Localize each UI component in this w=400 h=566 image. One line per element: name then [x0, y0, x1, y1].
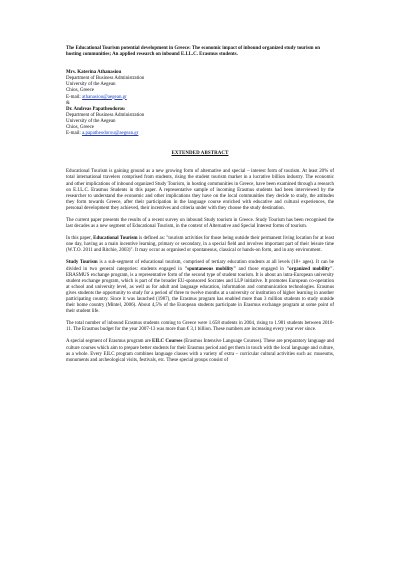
paper-content	[66, 46, 334, 370]
author1-university: University of the Aegean	[66, 82, 116, 88]
author2-email-label: E-mail:	[66, 131, 83, 137]
author2-email-line	[66, 131, 334, 137]
p4-text-f: . ERASMUS exchange program, is a representative form of the second type of student tourism. It is about an intra-European university student exchange program, which is part of the broader EU-sponsored Socrates and LLP initiative. It promotes European co-operation at school and university level, as well as for adult and language education, information and communication technologies. Erasmus gives students the opportunity to study for a period of three to twelve months at a university or institution of higher learning in another participating country. Since it was launched (1987), the Erasmus program has enabled more than 3 million students to study outside their home country (Mintel, 2006). About 4,5% of the European students participate in Erasmus exchange program at some point of their student life.	[66, 266, 335, 315]
paper-title: The Educational Tourism potential development in Greece: The economic impact of inbound organized study tourism on hosting communities; An applied research on inbound E.I.L.C. Erasmus students.	[66, 46, 320, 58]
p6-text-c: (Erasmus Intensive Language Courses). These are preparatory language and culture courses which aim to prepare better students for their Erasmus period and get them in touch with the local language and culture, as a whole. Every EILC program combines language classes with a variety of extra – curricular cultural activities such as: museums, monuments and archeological visits, festivals, etc. These special groups consist of	[66, 339, 334, 363]
p4-term-spontaneous: "spontaneous mobility"	[184, 266, 237, 272]
author2-city: Chios, Greece	[66, 125, 94, 131]
author1-email-link[interactable]: athanasiou@aegean.gr	[82, 94, 127, 100]
author2-department: Department of Business Administration	[66, 112, 145, 118]
abstract-paragraph-1: Educational Tourism is gaining ground as a new growing form of alternative and special – interest form of tourism. At least 20% of total international travelers comprised from students, rising the student tourism market in a lucrative billion industry. The economic and other implications of inbound organized Study Tourism, in hosting communities in Greece, have been examined through a research on E.I.L.C. Erasmus Students in this paper. A representative sample of incoming Erasmus students had been interviewed by the researcher to understand the economic and other implications they have on the local communities they decide to study, the attitudes they form towards Greece, after their participation in the language course enriched with educative and cultural experiences, the personal development they achieved, their incentives and criteria under with they choose the study destination.	[66, 169, 334, 211]
abstract-paragraph-6	[66, 339, 334, 363]
author2-email-link[interactable]: a.papatheodorou@aegean.gr	[82, 131, 139, 137]
author-separator: &	[66, 100, 70, 106]
author1-department: Department of Business Administration	[66, 76, 145, 82]
abstract-paragraph-4	[66, 260, 334, 315]
abstract-paragraph-2: The current paper presents the results of a recent survey on inbound Study tourism in Greece. Study Tourism has been recognised the last decades as a new segment of Educational Tourism, in the context of Alternative and Special Interest forms of tourism.	[66, 217, 334, 230]
author1-city: Chios, Greece	[66, 88, 94, 94]
abstract-paragraph-3	[66, 236, 334, 254]
author1-email-label: E-mail:	[66, 94, 83, 100]
p3-term-educational-tourism: Educational Tourism	[93, 236, 138, 242]
p4-term-organized: "organized mobility"	[286, 266, 333, 272]
author2-name: Dr. Andreas Papatheodorou	[66, 106, 125, 112]
p3-text-c: is defined as: "tourism activities for those being outside their permanent living location for at least one day, having as a main incentive learning, primary or secondary, in a special field and involves important part of their leisure time (W.T.O. 2011 and Ritchie, 2003)". It may occur as organised or spontaneous, classical or hands-on form, and in any environment.	[66, 236, 334, 254]
author1-name: Mrs. Katerina Athanasiou	[66, 70, 122, 76]
author2-university: University of the Aegean	[66, 118, 116, 124]
p3-text-a: In this paper,	[66, 236, 94, 242]
author-block	[66, 70, 334, 137]
abstract-paragraph-5: The total number of inbound Erasmus students coming to Greece were 1.658 students in 2004, rising to 1.981 students between 2010-11. The Erasmus budget for the year 2007-13 was more than € 3,1 billion. These numbers are increasing every year ever since.	[66, 321, 334, 333]
p4-text-d: and those engaged in	[236, 266, 287, 272]
p6-text-a: A special segment of Erasmus program are	[66, 339, 153, 345]
p6-term-eilc: EILC Courses	[152, 339, 183, 345]
section-heading: EXTENDED ABSTRACT	[171, 151, 229, 157]
p4-term-study-tourism: Study Tourism	[66, 260, 98, 266]
p4-text-b: is a sub-segment of educational tourism, comprised of tertiary education students at all levels (18+ ages). It can be divided in two general categories: students engaged in	[66, 260, 334, 272]
